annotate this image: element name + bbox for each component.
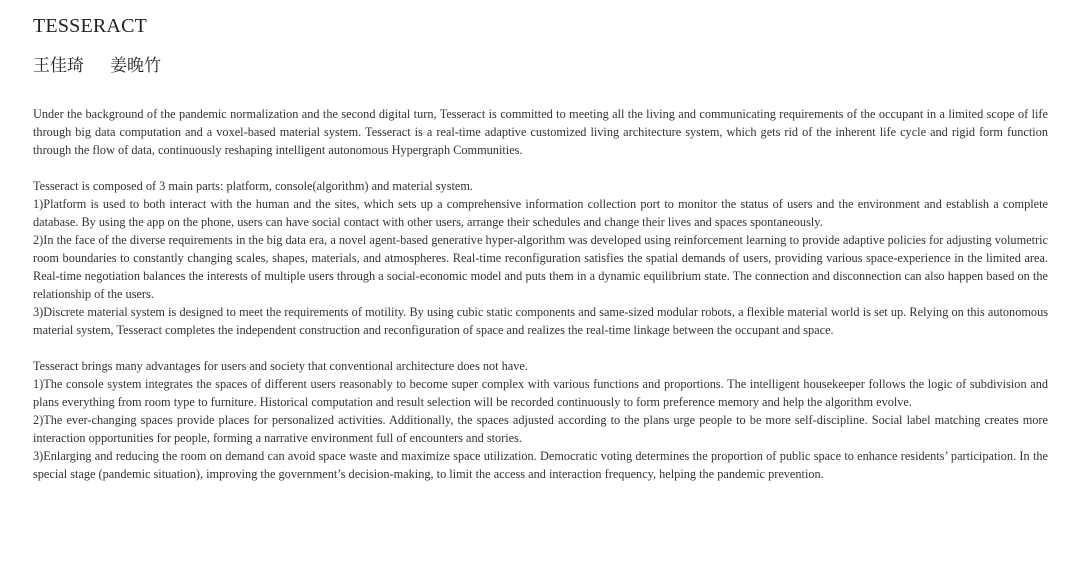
composition-item-algorithm: 2)In the face of the diverse requirements in the big data era, a novel agent-based generative hyper-algorithm was developed using reinforcement learning to provide adaptive policies for adjusting volumetric room boundaries to constantly changing scales, shapes, materials, and atmospheres. Real-time reconfiguration satisfies the spatial demands of users, providing various space-experience in the limited area. Real-time negotiation balances the interests of multiple users through a social-economic model and puts them in a dynamic equilibrium state. The connection and disconnection can also happen based on the relationship of the users.	[33, 233, 1048, 301]
advantage-item-console: 1)The console system integrates the spaces of different users reasonably to become super complex with various functions and proportions. The intelligent housekeeper follows the logic of subdivision and plans everything from room type to furniture. Historical computation and result selection will be recorded continuously to form preference memory and help the algorithm evolve.	[33, 377, 1048, 409]
document-title: TESSERACT	[33, 15, 148, 37]
composition-heading: Tesseract is composed of 3 main parts: platform, console(algorithm) and material system.	[33, 179, 473, 193]
author-name: 姜晚竹	[110, 56, 161, 76]
composition-item-material: 3)Discrete material system is designed to meet the requirements of motility. By using cubic static components and same-sized modular robots, a flexible material world is set up. Relying on this autonomous material system, Tesseract completes the independent construction and reconfiguration of space and realizes the real-time linkage between the occupant and space.	[33, 305, 1048, 337]
document-page	[33, 14, 1048, 483]
advantage-item-room-size: 3)Enlarging and reducing the room on demand can avoid space waste and maximize space utilization. Democratic voting determines the proportion of public space to enhance residents’ participation. In the special stage (pandemic situation), improving the government’s decision-making, to limit the access and interaction frequency, helping the pandemic prevention.	[33, 449, 1048, 481]
advantages-heading: Tesseract brings many advantages for users and society that conventional architecture does not have.	[33, 359, 528, 373]
document-body	[33, 105, 1048, 483]
paragraph-spacer	[33, 159, 1048, 177]
paragraph-spacer	[33, 339, 1048, 357]
intro-paragraph: Under the background of the pandemic normalization and the second digital turn, Tesseract is committed to meeting all the living and communicating requirements of the occupant in a limited scope of life through big data computation and a voxel-based material system. Tesseract is a real-time adaptive customized living architecture system, which gets rid of the inherent life cycle and rigid form function through the flow of data, continuously reshaping intelligent autonomous Hypergraph Communities.	[33, 107, 1048, 157]
advantage-item-spaces: 2)The ever-changing spaces provide places for personalized activities. Additionally, the spaces adjusted according to the plans urge people to be more self-discipline. Social label matching creates more interaction opportunities for people, forming a narrative environment full of encounters and stories.	[33, 413, 1048, 445]
author-name: 王佳琦	[33, 56, 84, 76]
composition-item-platform: 1)Platform is used to both interact with the human and the sites, which sets up a comprehensive information collection port to monitor the status of users and the environment and establish a complete database. By using the app on the phone, users can have social contact with other users, arrange their schedules and change their lives and spaces spontaneously.	[33, 197, 1048, 229]
author-list	[33, 56, 1048, 76]
